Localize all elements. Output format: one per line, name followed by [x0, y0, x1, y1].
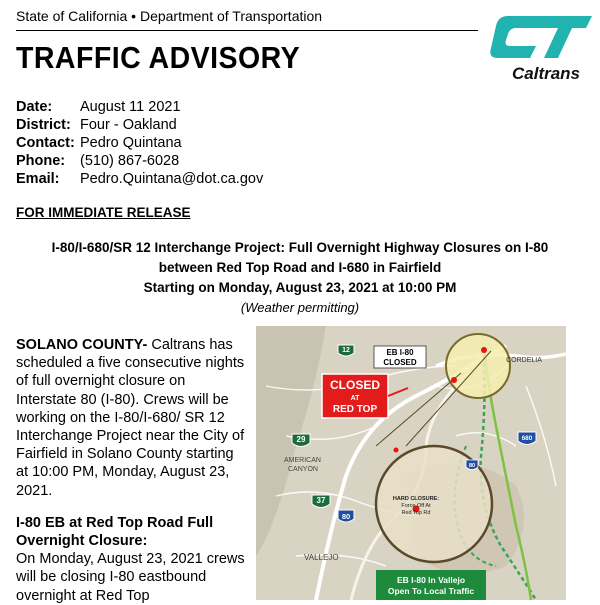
- paragraph-1-text: Caltrans has scheduled a five consecutive nights of full overnight closure on Interstate 80 (I-80). Crews will be working on the I-80/I-680/ SR 12 Interchange Project near the City of Fairfield in Solano County starting at 10:00 PM, Monday, August 23, 2021.: [16, 337, 245, 499]
- paragraph-2-text: On Monday, August 23, 2021 crews will be closing I-80 eastbound overnight at Red Top: [16, 551, 245, 604]
- hard-closure-3: Red Top Rd: [401, 510, 431, 516]
- eb-callout-line1: EB I-80: [386, 348, 414, 357]
- body-text: [16, 336, 248, 605]
- shield-80-label: 80: [341, 512, 351, 521]
- header-rule: [16, 30, 478, 31]
- shield-29-icon: [292, 434, 310, 447]
- shield-12-icon: [338, 345, 354, 356]
- closed-line1: CLOSED: [329, 378, 381, 392]
- cordelia-label: CORDELIA: [506, 357, 542, 364]
- district-value: Four - Oakland: [80, 117, 177, 133]
- date-value: August 11 2021: [80, 99, 181, 115]
- release-label: FOR IMMEDIATE RELEASE: [16, 205, 191, 220]
- closure-point-1: [481, 347, 487, 353]
- shield-80b-label: 80: [468, 463, 476, 469]
- contact-value: Pedro Quintana: [80, 135, 182, 151]
- closure-point-2: [451, 377, 457, 383]
- paragraph-1: [16, 336, 248, 500]
- agency-line: State of California • Department of Transportation: [16, 8, 323, 24]
- shield-680-label: 680: [521, 435, 533, 442]
- shield-680-icon: [518, 432, 536, 445]
- shield-80b-icon: [466, 460, 478, 470]
- email-key: Email:: [16, 171, 60, 187]
- logo-text: Caltrans: [511, 64, 581, 83]
- phone-value: (510) 867-6028: [80, 153, 180, 169]
- headline-line-2: between Red Top Road and I-680 in Fairfield: [158, 260, 442, 275]
- closure-point-4: [394, 448, 399, 453]
- eb-callout-line2: CLOSED: [383, 358, 417, 367]
- shield-37-label: 37: [316, 496, 326, 505]
- headline: [16, 238, 584, 298]
- page-title: TRAFFIC ADVISORY: [16, 40, 301, 75]
- shield-37-icon: [312, 495, 330, 508]
- weather-note: (Weather permitting): [240, 300, 360, 315]
- hard-closure-1: HARD CLOSURE:: [392, 496, 440, 502]
- paragraph-1-lead: SOLANO COUNTY-: [16, 337, 148, 353]
- banner-line2: Open To Local Traffic: [387, 586, 475, 596]
- american-canyon-label-2: CANYON: [288, 466, 318, 473]
- headline-line-3: Starting on Monday, August 23, 2021 at 10:00 PM: [143, 280, 457, 295]
- american-canyon-label-1: AMERICAN: [284, 457, 321, 464]
- headline-line-1: I-80/I-680/SR 12 Interchange Project: Full Overnight Highway Closures on I-80: [51, 240, 549, 255]
- closed-line3: RED TOP: [332, 404, 378, 415]
- paragraph-2-heading: I-80 EB at Red Top Road Full Overnight Closure:: [16, 514, 214, 550]
- shield-80-icon: [338, 510, 354, 522]
- closure-map: [256, 326, 566, 600]
- shield-12-label: 12: [342, 347, 350, 354]
- phone-key: Phone:: [16, 153, 66, 169]
- paragraph-2: [16, 514, 248, 605]
- banner-line1: EB I-80 In Vallejo: [396, 575, 466, 585]
- shield-29-label: 29: [296, 435, 306, 444]
- district-key: District:: [16, 117, 71, 133]
- closed-line2: AT: [350, 395, 360, 402]
- contact-key: Contact:: [16, 135, 75, 151]
- date-key: Date:: [16, 99, 53, 115]
- contact-block: [16, 98, 263, 188]
- hard-closure-2: Force Off At: [401, 503, 431, 509]
- caltrans-logo: [488, 6, 598, 86]
- email-value[interactable]: Pedro.Quintana@dot.ca.gov: [80, 171, 264, 187]
- vallejo-label: VALLEJO: [304, 553, 339, 562]
